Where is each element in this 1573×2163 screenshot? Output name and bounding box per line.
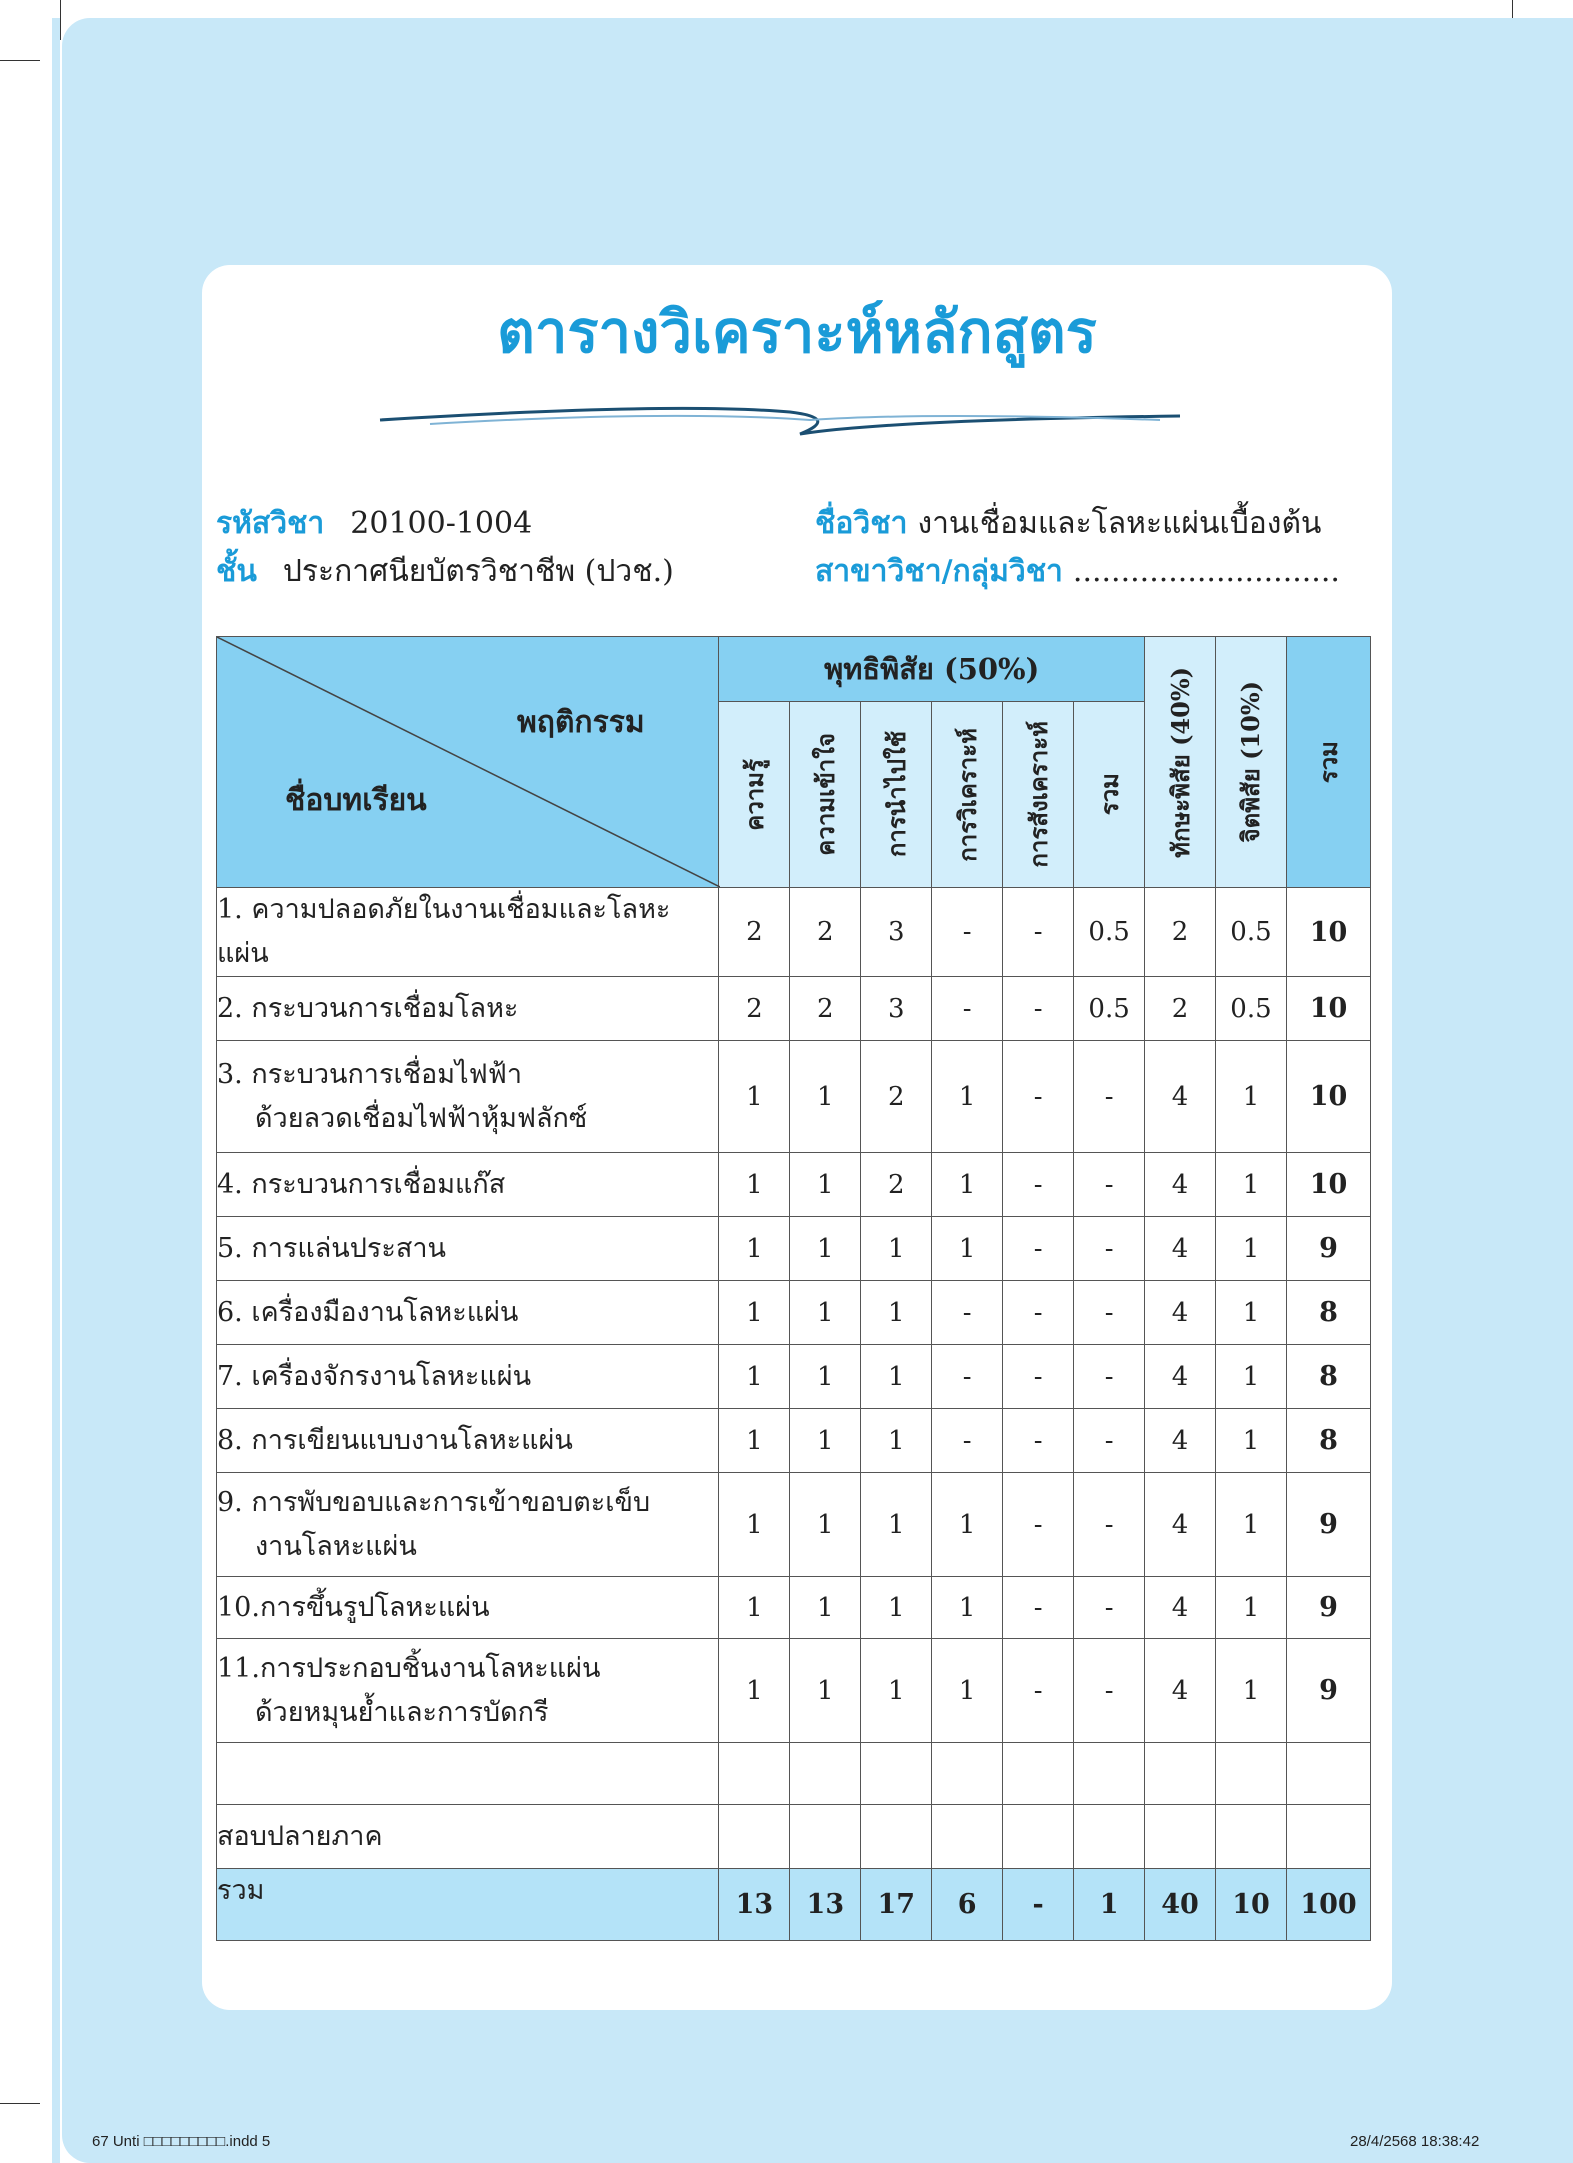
lesson-name-line: 9. การพับขอบและการเข้าขอบตะเข็บ	[217, 1486, 651, 1518]
page-title: ตารางวิเคราะห์หลักสูตร	[497, 298, 1097, 366]
header-diagonal-cell	[217, 637, 719, 888]
score-cell: 1	[1216, 1639, 1287, 1743]
sum-cell: -	[1003, 1869, 1074, 1941]
lesson-name	[217, 1743, 719, 1805]
score-cell: 4	[1145, 1281, 1216, 1345]
table-row	[217, 1345, 1371, 1409]
sum-cell: 13	[790, 1869, 861, 1941]
table-row	[217, 1639, 1371, 1743]
sum-cell: 40	[1145, 1869, 1216, 1941]
score-cell	[1216, 1743, 1287, 1805]
course-subject-value: งานเชื่อมและโลหะแผ่นเบื้องต้น	[917, 506, 1322, 541]
score-cell: 1	[1216, 1345, 1287, 1409]
score-cell: 1	[1216, 1473, 1287, 1577]
score-cell: 1	[1216, 1217, 1287, 1281]
score-cell: 2	[1145, 977, 1216, 1041]
sum-cell: 17	[861, 1869, 932, 1941]
row-total: 8	[1286, 1345, 1370, 1409]
score-cell	[790, 1805, 861, 1869]
score-cell: 4	[1145, 1041, 1216, 1153]
footer-right: 28/4/2568 18:38:42	[1350, 2133, 1480, 2150]
lesson-name	[217, 1345, 719, 1409]
score-cell: 1	[861, 1281, 932, 1345]
sum-cell: 10	[1216, 1869, 1287, 1941]
sum-cell: 13	[719, 1869, 790, 1941]
table-row	[217, 1217, 1371, 1281]
course-subject-label: ชื่อวิชา	[815, 506, 908, 541]
crop-mark	[0, 60, 40, 61]
lesson-name-line: 10.การขึ้นรูปโลหะแผ่น	[217, 1591, 490, 1623]
score-cell: 1	[719, 1577, 790, 1639]
score-cell: 2	[719, 977, 790, 1041]
row-total: 10	[1286, 977, 1370, 1041]
score-cell: 2	[790, 977, 861, 1041]
score-cell	[1074, 1805, 1145, 1869]
row-total: 9	[1286, 1639, 1370, 1743]
score-cell	[719, 1743, 790, 1805]
swoosh-decoration-icon	[370, 390, 1190, 450]
score-cell: 0.5	[1216, 888, 1287, 977]
diagonal-line-icon	[217, 637, 720, 887]
score-cell: 4	[1145, 1153, 1216, 1217]
score-cell: 3	[861, 888, 932, 977]
course-code-value: 20100-1004	[350, 506, 533, 541]
lesson-name	[217, 1409, 719, 1473]
score-cell: -	[1074, 1409, 1145, 1473]
lesson-name	[217, 1577, 719, 1639]
score-cell: 1	[790, 1345, 861, 1409]
score-cell: 1	[790, 1153, 861, 1217]
score-cell: -	[932, 1345, 1003, 1409]
lesson-name-line: 1. ความปลอดภัยในงานเชื่อมและโลหะแผ่น	[217, 894, 671, 969]
sum-cell: 6	[932, 1869, 1003, 1941]
score-cell	[719, 1805, 790, 1869]
score-cell: 1	[1216, 1577, 1287, 1639]
score-cell: 2	[1145, 888, 1216, 977]
score-cell: -	[1003, 1639, 1074, 1743]
course-field	[815, 548, 1340, 595]
lesson-name-line: 4. กระบวนการเชื่อมแก๊ส	[217, 1168, 506, 1200]
lesson-name-line: สอบปลายภาค	[217, 1820, 383, 1852]
score-cell: 1	[719, 1473, 790, 1577]
table-body	[217, 888, 1371, 1941]
lesson-name-line: ด้วยลวดเชื่อมไฟฟ้าหุ้มฟลักซ์	[255, 1102, 588, 1134]
score-cell: -	[1003, 1409, 1074, 1473]
score-cell: 1	[932, 1639, 1003, 1743]
lesson-name-line: 6. เครื่องมืองานโลหะแผ่น	[217, 1296, 519, 1328]
table-row	[217, 1041, 1371, 1153]
course-level	[216, 548, 674, 595]
score-cell: 1	[932, 1153, 1003, 1217]
header-skill: ทักษะพิสัย (40%)	[1145, 637, 1216, 888]
score-cell: 1	[719, 1639, 790, 1743]
score-cell	[1003, 1743, 1074, 1805]
score-cell: -	[1003, 888, 1074, 977]
score-cell	[932, 1743, 1003, 1805]
header-sub-comprehension: ความเข้าใจ	[790, 702, 861, 888]
table-row	[217, 977, 1371, 1041]
lesson-name	[217, 1473, 719, 1577]
score-cell: 1	[861, 1473, 932, 1577]
lesson-name	[217, 888, 719, 977]
lesson-name-line: งานโลหะแผ่น	[255, 1530, 417, 1562]
lesson-name	[217, 977, 719, 1041]
score-cell: 1	[861, 1577, 932, 1639]
score-cell	[790, 1743, 861, 1805]
header-sub-synthesis: การสังเคราะห์	[1003, 702, 1074, 888]
row-total	[1286, 1743, 1370, 1805]
course-level-value: ประกาศนียบัตรวิชาชีพ (ปวช.)	[282, 554, 674, 589]
lesson-name	[217, 1805, 719, 1869]
row-total: 9	[1286, 1473, 1370, 1577]
score-cell	[1145, 1805, 1216, 1869]
score-cell: 1	[719, 1153, 790, 1217]
score-cell: 2	[719, 888, 790, 977]
score-cell: 1	[719, 1281, 790, 1345]
table-row	[217, 1281, 1371, 1345]
score-cell: 1	[932, 1217, 1003, 1281]
course-code-label: รหัสวิชา	[216, 506, 325, 541]
lesson-name	[217, 1153, 719, 1217]
score-cell: -	[1003, 1281, 1074, 1345]
score-cell: 1	[790, 1577, 861, 1639]
score-cell: -	[1074, 1041, 1145, 1153]
lesson-name-line: 11.การประกอบชิ้นงานโลหะแผ่น	[217, 1652, 601, 1684]
score-cell	[1003, 1805, 1074, 1869]
table-row	[217, 888, 1371, 977]
score-cell: 1	[932, 1041, 1003, 1153]
table-row	[217, 1805, 1371, 1869]
lesson-name	[217, 1041, 719, 1153]
score-cell: 0.5	[1216, 977, 1287, 1041]
course-code	[216, 500, 532, 547]
score-cell: 1	[1216, 1409, 1287, 1473]
grand-total: 100	[1286, 1869, 1370, 1941]
row-total: 8	[1286, 1281, 1370, 1345]
header-total: รวม	[1286, 637, 1370, 888]
row-total: 10	[1286, 1153, 1370, 1217]
crop-mark	[60, 0, 61, 40]
score-cell: -	[1003, 1041, 1074, 1153]
score-cell: 2	[861, 1153, 932, 1217]
score-cell	[861, 1805, 932, 1869]
score-cell: 1	[790, 1041, 861, 1153]
score-cell: -	[1074, 1281, 1145, 1345]
header-behavior: พฤติกรรม	[517, 705, 645, 740]
table-row	[217, 1743, 1371, 1805]
score-cell: 1	[932, 1577, 1003, 1639]
score-cell: -	[1074, 1577, 1145, 1639]
score-cell: 1	[790, 1409, 861, 1473]
score-cell	[932, 1805, 1003, 1869]
score-cell: -	[1003, 1217, 1074, 1281]
score-cell: 4	[1145, 1473, 1216, 1577]
score-cell: -	[932, 977, 1003, 1041]
score-cell: -	[1003, 1345, 1074, 1409]
table-row	[217, 1409, 1371, 1473]
sum-cell: 1	[1074, 1869, 1145, 1941]
lesson-name	[217, 1639, 719, 1743]
score-cell: 1	[1216, 1041, 1287, 1153]
score-cell: 1	[861, 1409, 932, 1473]
header-sub-application: การนำไปใช้	[861, 702, 932, 888]
table-row	[217, 1153, 1371, 1217]
score-cell: 1	[861, 1639, 932, 1743]
course-field-value: ............................	[1072, 554, 1340, 589]
score-cell: 4	[1145, 1217, 1216, 1281]
score-cell: 1	[719, 1345, 790, 1409]
lesson-name-line: 5. การแล่นประสาน	[217, 1232, 446, 1264]
score-cell: -	[932, 888, 1003, 977]
score-cell: 1	[719, 1409, 790, 1473]
row-total: 10	[1286, 1041, 1370, 1153]
curriculum-table	[216, 636, 1371, 1941]
lesson-name-line: 8. การเขียนแบบงานโลหะแผ่น	[217, 1424, 573, 1456]
lesson-name-line: 7. เครื่องจักรงานโลหะแผ่น	[217, 1360, 532, 1392]
score-cell	[1145, 1743, 1216, 1805]
lesson-name-line: 3. กระบวนการเชื่อมไฟฟ้า	[217, 1058, 523, 1090]
header-affective: จิตพิสัย (10%)	[1216, 637, 1287, 888]
score-cell: -	[1074, 1217, 1145, 1281]
header-sub-knowledge: ความรู้	[719, 702, 790, 888]
row-total: 9	[1286, 1577, 1370, 1639]
score-cell: 3	[861, 977, 932, 1041]
score-cell: 1	[861, 1345, 932, 1409]
score-cell: -	[1003, 1473, 1074, 1577]
course-level-label: ชั้น	[216, 554, 257, 589]
lesson-name	[217, 1217, 719, 1281]
score-cell: -	[1074, 1153, 1145, 1217]
row-total: 9	[1286, 1217, 1370, 1281]
score-cell: -	[1003, 977, 1074, 1041]
sum-row	[217, 1869, 1371, 1941]
score-cell: 1	[790, 1473, 861, 1577]
score-cell: -	[1003, 1577, 1074, 1639]
header-cognitive-group: พุทธิพิสัย (50%)	[719, 637, 1145, 702]
crop-mark	[0, 2103, 40, 2104]
lesson-name-line: ด้วยหมุนย้ำและการบัดกรี	[255, 1696, 549, 1728]
score-cell: -	[1003, 1153, 1074, 1217]
score-cell: 2	[790, 888, 861, 977]
score-cell: 1	[932, 1473, 1003, 1577]
course-subject	[815, 500, 1321, 547]
score-cell: -	[1074, 1639, 1145, 1743]
lesson-name	[217, 1281, 719, 1345]
score-cell: 4	[1145, 1345, 1216, 1409]
score-cell: 1	[790, 1281, 861, 1345]
score-cell	[861, 1743, 932, 1805]
header-lesson: ชื่อบทเรียน	[285, 783, 427, 818]
score-cell: 1	[719, 1217, 790, 1281]
score-cell: 1	[790, 1217, 861, 1281]
header-sub-sum: รวม	[1074, 702, 1145, 888]
score-cell: 1	[790, 1639, 861, 1743]
score-cell: 1	[1216, 1153, 1287, 1217]
score-cell: -	[1074, 1473, 1145, 1577]
score-cell: -	[932, 1281, 1003, 1345]
score-cell: 2	[861, 1041, 932, 1153]
row-total: 10	[1286, 888, 1370, 977]
score-cell: 4	[1145, 1577, 1216, 1639]
score-cell: 1	[861, 1217, 932, 1281]
table-row	[217, 1577, 1371, 1639]
score-cell: 4	[1145, 1639, 1216, 1743]
row-total	[1286, 1805, 1370, 1869]
side-stripe	[52, 18, 60, 2163]
score-cell: -	[1074, 1345, 1145, 1409]
score-cell: 0.5	[1074, 888, 1145, 977]
score-cell	[1216, 1805, 1287, 1869]
score-cell: 4	[1145, 1409, 1216, 1473]
header-sub-analysis: การวิเคราะห์	[932, 702, 1003, 888]
score-cell: 1	[719, 1041, 790, 1153]
score-cell	[1074, 1743, 1145, 1805]
score-cell: -	[932, 1409, 1003, 1473]
table-row	[217, 1473, 1371, 1577]
sum-label: รวม	[217, 1869, 719, 1941]
row-total: 8	[1286, 1409, 1370, 1473]
lesson-name-line: 2. กระบวนการเชื่อมโลหะ	[217, 992, 519, 1024]
course-field-label: สาขาวิชา/กลุ่มวิชา	[815, 554, 1063, 589]
score-cell: 1	[1216, 1281, 1287, 1345]
footer-left: 67 Unti □□□□□□□□□.indd 5	[92, 2133, 271, 2150]
score-cell: 0.5	[1074, 977, 1145, 1041]
